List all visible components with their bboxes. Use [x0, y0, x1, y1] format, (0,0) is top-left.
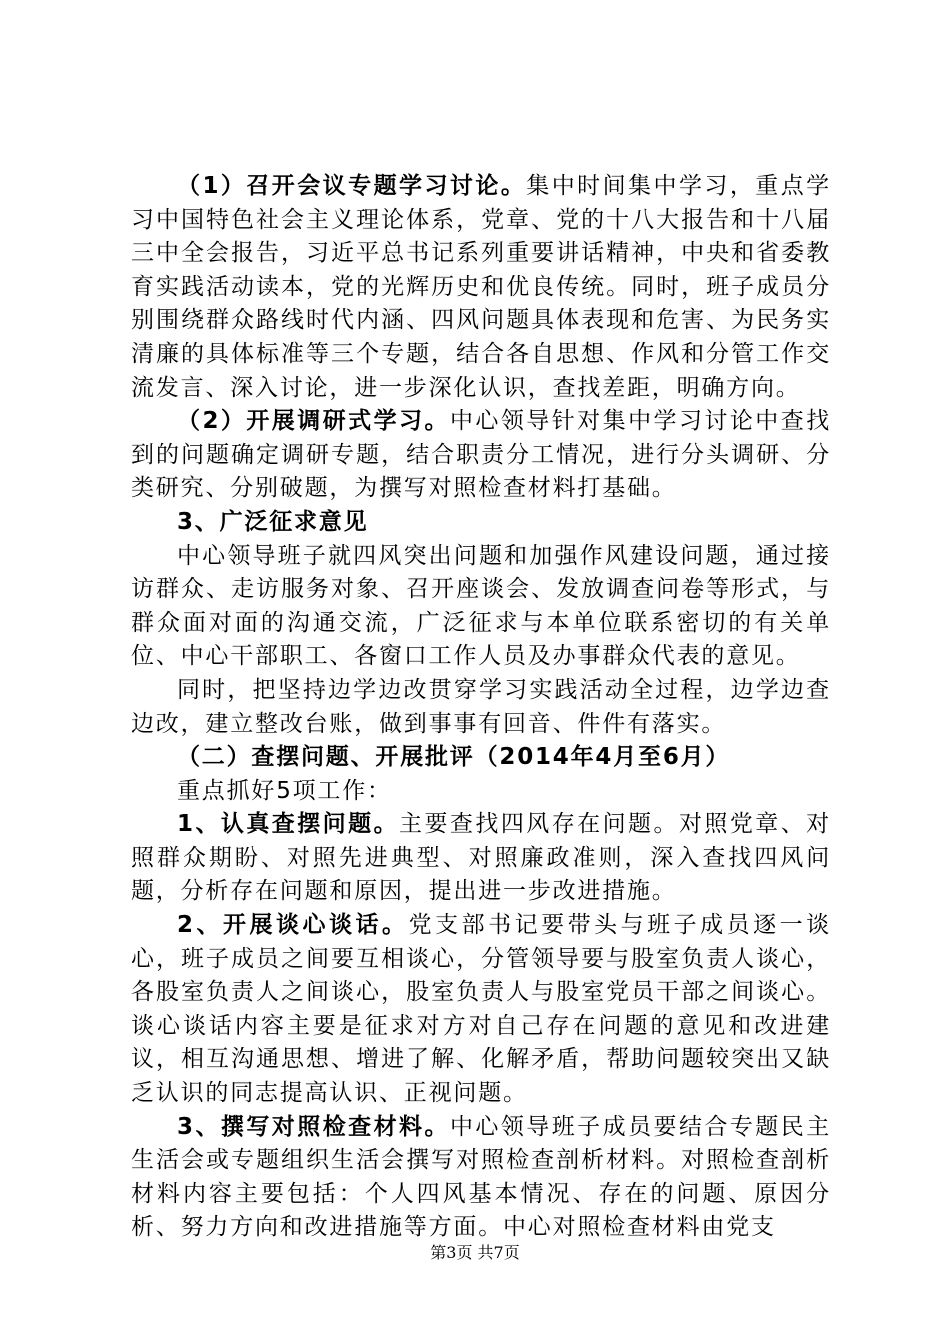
paragraph-lead: 1、认真查摆问题。 [177, 811, 400, 838]
paragraph-learn-and-fix [131, 674, 831, 741]
paragraph-text: 中心领导班子成员要结合专题民主生活会或专题组织生活会撰写对照检查剖析材料。对照检查剖析材料内容主要包括：个人四风基本情况、存在的问题、原因分析、努力方向和改进措施等方面。中心对照检查材料由党支 [131, 1113, 832, 1241]
document-body [131, 170, 831, 1245]
section-heading-find-problems [131, 741, 831, 775]
paragraph-find-problems [131, 808, 831, 909]
section-heading-solicit-opinions [131, 506, 831, 540]
paragraph-text: 中心领导班子就四风突出问题和加强作风建设问题，通过接访群众、走访服务对象、召开座谈会、发放调查问卷等形式，与群众面对面的沟通交流，广泛征求与本单位联系密切的有关单位、中心干部职工、各窗口工作人员及办事群众代表的意见。 [131, 542, 831, 670]
paragraph-text: 同时，把坚持边学边改贯穿学习实践活动全过程，边学边查边改，建立整改台账，做到事事有回音、件件有落实。 [131, 676, 831, 737]
paragraph-text: 重点抓好5项工作： [177, 777, 392, 804]
paragraph-lead: （1）召开会议专题学习讨论。 [177, 173, 527, 199]
paragraph-text: 主要查找四风存在问题。对照党章、对照群众期盼、对照先进典型、对照廉政准则，深入查找四风问题，分析存在问题和原因，提出进一步改进措施。 [131, 811, 831, 905]
heading-text: （二）查摆问题、开展批评（2014年4月至6月） [177, 744, 731, 771]
paragraph-text: 党支部书记要带头与班子成员逐一谈心，班子成员之间要互相谈心，分管领导要与股室负责人谈心，各股室负责人之间谈心，股室负责人与股室党员干部之间谈心。谈心谈话内容主要是征求对方对自己存在问题的意见和改进建议，相互沟通思想、增进了解、化解矛盾，帮助问题较突出又缺乏认识的同志提高认识、正视问题。 [131, 912, 831, 1107]
paragraph-research-study [131, 405, 831, 506]
paragraph-text: 集中时间集中学习，重点学习中国特色社会主义理论体系，党章、党的十八大报告和十八届三中全会报告，习近平总书记系列重要讲话精神，中央和省委教育实践活动读本，党的光辉历史和优良传统。同时，班子成员分别围绕群众路线时代内涵、四风问题具体表现和危害、为民务实清廉的具体标准等三个专题，结合各自思想、作风和分管工作交流发言、深入讨论，进一步深化认识，查找差距，明确方向。 [131, 173, 831, 401]
paragraph-lead: 3、撰写对照检查材料。 [177, 1113, 450, 1140]
page-number-footer: 第3页 共7页 [430, 1243, 520, 1262]
paragraph-lead: 2、开展谈心谈话。 [177, 912, 409, 939]
paragraph-solicit-opinions [131, 540, 831, 674]
paragraph-text: 中心领导针对集中学习讨论中查找到的问题确定调研专题，结合职责分工情况，进行分头调研、分类研究、分别破题，为撰写对照检查材料打基础。 [131, 408, 832, 502]
heading-text: 3、广泛征求意见 [177, 508, 369, 535]
paragraph-five-tasks [131, 775, 831, 809]
paragraph-lead: （2）开展调研式学习。 [177, 408, 450, 435]
paragraph-heart-talks [131, 909, 831, 1111]
paragraph-meeting-study [131, 170, 831, 405]
paragraph-write-materials [131, 1111, 831, 1245]
